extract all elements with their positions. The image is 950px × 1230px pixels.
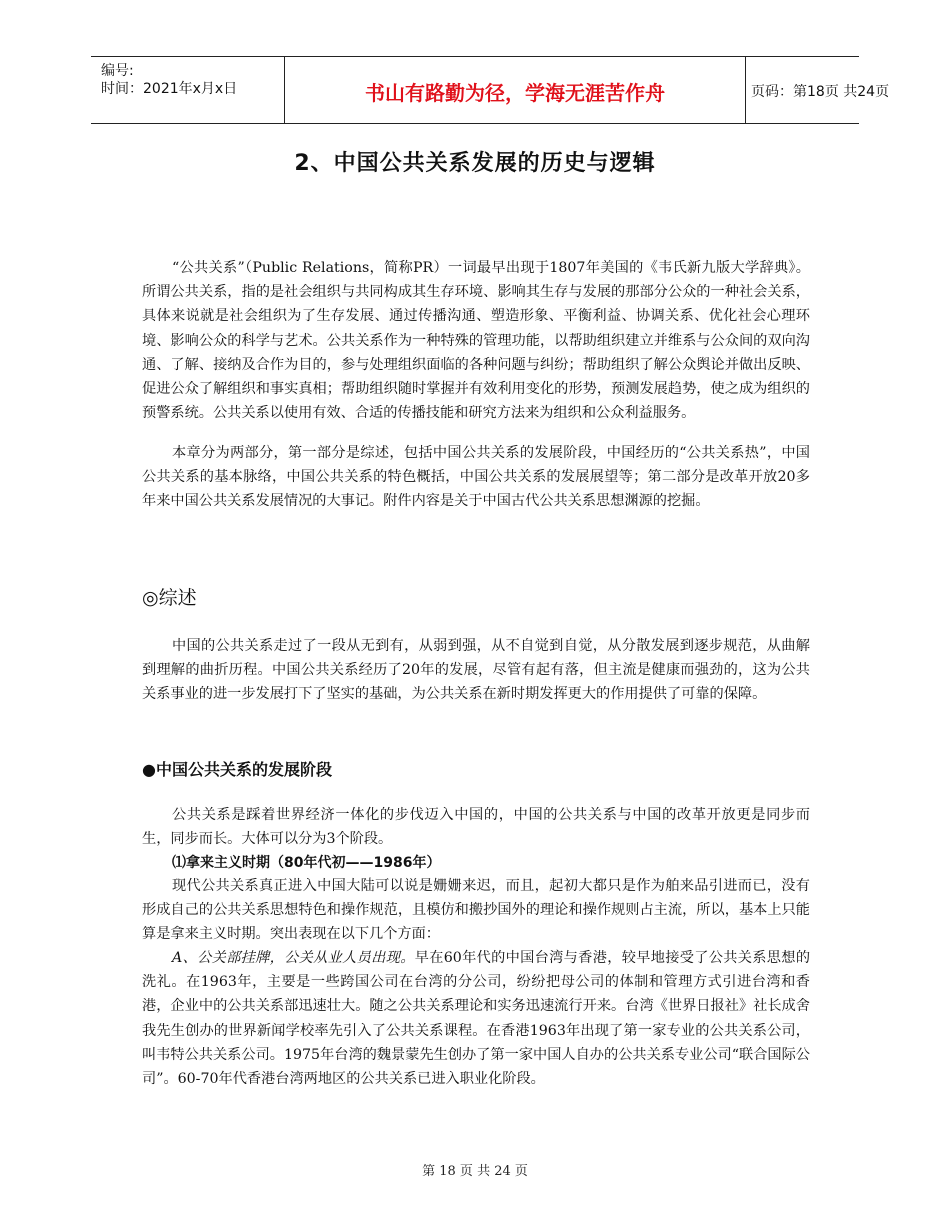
document-number-label: 编号: [101,63,134,79]
intro-paragraph-1: “公共关系”（Public Relations，简称PR）一词最早出现于1807年美国的《韦氏新九版大学辞典》。所谓公共关系，指的是社会组织与共同构成其生存环境、影响其生存与发展的那部分公众的一种社会关系，具体来说就是社会组织为了生存发展、通过传播沟通、塑造形象、平衡利益、协调关系、优化社会心理环境、影响公众的科学与艺术。公共关系作为一种特殊的管理功能，以帮助组织建立并维系与公众间的双向沟通、了解、接纳及合作为目的，参与处理组织面临的各种问题与纠纷；帮助组织了解公众舆论并做出反映、促进公众了解组织和事实真相；帮助组织随时掌握并有效利用变化的形势，预测发展趋势，使之成为组织的预警系统。公共关系以使用有效、合适的传播技能和研究方法来为组织和公众利益服务。 [142,260,810,422]
overview-paragraph: 中国的公共关系走过了一段从无到有，从弱到强，从不自觉到自觉，从分散发展到逐步规范，从曲解到理解的曲折历程。中国公共关系经历了20年的发展，尽管有起有落，但主流是健康而强劲的，这为公共关系事业的进一步发展打下了坚实的基础，为公共关系在新时期发挥更大的作用提供了可靠的保障。 [142,638,810,703]
overview-heading: ◎综述 [142,587,197,609]
stages-paragraph-3 [142,946,810,1091]
stage-1-heading: ⑴拿来主义时期（80年代初——1986年） [172,855,441,871]
stages-paragraph-3-lead: A、公关部挂牌，公关从业人员出现。 [172,950,415,966]
header-meta-cell [91,57,284,123]
header-motto: 书山有路勤为径，学海无涯苦作舟 [365,81,665,105]
page-footer: 第 18 页 共 24 页 [422,1164,528,1179]
header-motto-cell [284,57,746,123]
intro-paragraph-2: 本章分为两部分，第一部分是综述，包括中国公共关系的发展阶段，中国经历的“公共关系热”，中国公共关系的基本脉络，中国公共关系的特色概括，中国公共关系的发展展望等；第二部分是改革开放20多年来中国公共关系发展情况的大事记。附件内容是关于中国古代公共关系思想渊源的挖掘。 [142,445,810,510]
page-header [91,56,890,124]
stages-heading: ●中国公共关系的发展阶段 [142,760,332,779]
page-title: 2、中国公共关系发展的历史与逻辑 [294,151,656,176]
stages-paragraph-1: 公共关系是踩着世界经济一体化的步伐迈入中国的，中国的公共关系与中国的改革开放更是同步而生，同步而长。大体可以分为3个阶段。 [142,807,810,848]
document-time-label: 时间：2021年x月x日 [101,81,238,97]
stages-paragraph-3-body: 早在60年代的中国台湾与香港，较早地接受了公共关系思想的洗礼。在1963年，主要是一些跨国公司在台湾的分公司，纷纷把母公司的体制和管理方式引进台湾和香港，企业中的公共关系部迅速壮大。随之公共关系理论和实务迅速流行开来。台湾《世界日报社》社长成舍我先生创办的世界新闻学校率先引入了公共关系课程。在香港1963年出现了第一家专业的公共关系公司，叫韦特公共关系公司。1975年台湾的魏景蒙先生创办了第一家中国人自办的公共关系专业公司“联合国际公司”。60-70年代香港台湾两地区的公共关系已进入职业化阶段。 [142,950,811,1088]
stages-paragraph-2: 现代公共关系真正进入中国大陆可以说是姗姗来迟，而且，起初大都只是作为舶来品引进而已，没有形成自己的公共关系思想特色和操作规范，且模仿和搬抄国外的理论和操作规则占主流，所以，基本上只能算是拿来主义时期。突出表现在以下几个方面： [142,878,810,943]
header-page-info: 页码：第18页 共24页 [751,84,890,100]
header-page-cell [745,57,890,123]
